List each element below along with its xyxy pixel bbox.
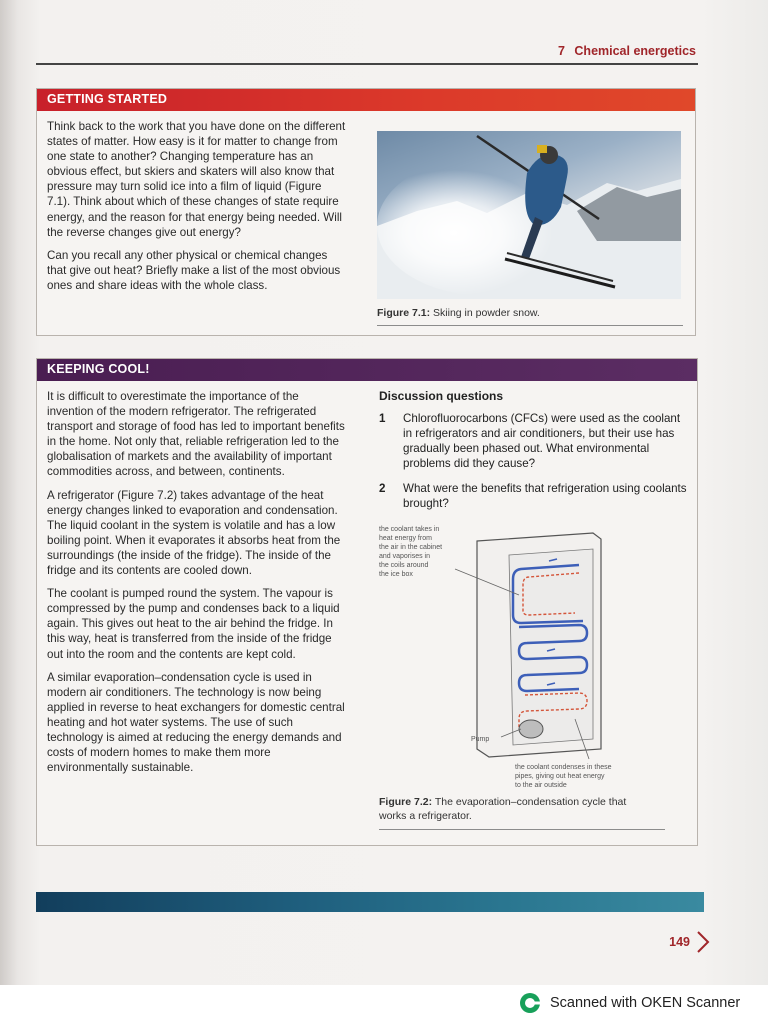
getting-started-heading: GETTING STARTED — [37, 89, 695, 111]
diagram-label: and vaporises in — [379, 553, 430, 560]
paragraph: It is difficult to overestimate the importance of the invention of the modern refrigerator. The refrigerated transport and storage of food has led to important benefits in the home. Not only that, reliable refrigeration led to the globalisation of markets and the availability of important commodities across, and between, continents. — [47, 390, 345, 479]
diagram-label-top — [379, 526, 442, 578]
chevron-right-icon — [696, 930, 710, 954]
question-text: Chlorofluorocarbons (CFCs) were used as the coolant in refrigerators and air conditioners, but their use has gradually been phased out. What environmental problems did they cause? — [403, 412, 681, 470]
figure-label: Figure 7.2: — [379, 796, 433, 808]
discussion-questions-title: Discussion questions — [379, 389, 504, 403]
chapter-number: 7 — [557, 44, 565, 58]
diagram-label: the air in the cabinet — [379, 544, 443, 551]
figure-caption-text: works a refrigerator. — [379, 810, 472, 822]
skier-photo — [377, 131, 681, 299]
getting-started-text — [47, 119, 347, 301]
keeping-cool-text — [47, 389, 347, 783]
paragraph: A refrigerator (Figure 7.2) takes advantage of the heat energy changes linked to evaporation and condensation. The liquid coolant in the system is volatile and has a low boiling point. When it evaporates it absorbs heat from the surroundings (the inside of the fridge). The inside of the fridge and its contents are cooled down. — [47, 488, 341, 578]
skier-illustration — [377, 131, 681, 299]
figure-7-2-caption — [379, 795, 679, 823]
question-number: 1 — [379, 412, 386, 425]
diagram-label: the coils around — [379, 562, 429, 569]
paragraph: A similar evaporation–condensation cycle is used in modern air conditioners. The technology is now being applied in reverse to heat exchangers for domestic central heating and hot water systems. The use of such technology is aimed at reducing the energy demands and costs of modern homes to make them more environmentally sustainable. — [47, 670, 345, 775]
question-1 — [379, 411, 689, 471]
caption-rule — [377, 325, 683, 326]
question-number: 2 — [379, 482, 386, 495]
fridge-back-panel — [509, 549, 593, 745]
footer-band — [36, 892, 704, 912]
scanner-text: Scanned with OKEN Scanner — [550, 995, 741, 1011]
header-rule — [36, 63, 698, 65]
getting-started-box — [36, 88, 696, 336]
figure-7-1-caption — [377, 307, 540, 319]
chapter-title: Chemical energetics — [574, 44, 696, 58]
page-number: 149 — [669, 935, 690, 949]
oken-scanner-logo-icon — [518, 991, 542, 1015]
caption-rule — [379, 829, 665, 830]
diagram-label: the coolant takes in — [379, 526, 440, 533]
scanner-watermark — [518, 991, 740, 1015]
question-text: What were the benefits that refrigeration using coolants brought? — [403, 482, 687, 510]
keeping-cool-heading: KEEPING COOL! — [37, 359, 697, 381]
diagram-label-bottom — [515, 764, 612, 789]
figure-caption-text: The evaporation–condensation cycle that — [434, 796, 627, 808]
diagram-label: to the air outside — [515, 782, 567, 789]
paragraph: The coolant is pumped round the system. The vapour is compressed by the pump and condenses back to a liquid again. This gives out heat to the air behind the fridge. In this way, heat is transferred from the inside of the fridge out into the room and the contents are kept cold. — [47, 587, 340, 661]
paragraph: Can you recall any other physical or chemical changes that give out heat? Briefly make a list of the most obvious ones and share ideas with the whole class. — [47, 248, 341, 292]
pump — [519, 720, 543, 738]
refrigerator-diagram — [379, 523, 689, 793]
question-2 — [379, 481, 689, 511]
pump-label: Pump — [471, 736, 490, 743]
diagram-label: heat energy from — [379, 535, 432, 542]
diagram-label: pipes, giving out heat energy — [515, 773, 605, 780]
diagram-label: the coolant condenses in these — [515, 764, 612, 771]
paragraph: Think back to the work that you have done on the different states of matter. How easy is it for matter to change from one state to another? Changing temperature has an obvious effect, but skiers and skaters will also know that pressure may turn solid ice into a film of liquid (Figure 7.1). Think about which of these changes of state require energy, and the reason for that energy being needed. Will the reverse changes give out energy? — [47, 120, 346, 239]
figure-caption-text: Skiing in powder snow. — [433, 307, 540, 319]
diagram-label: the ice box — [379, 571, 413, 578]
figure-label: Figure 7.1: — [377, 307, 431, 319]
chapter-header — [558, 44, 696, 58]
keeping-cool-box — [36, 358, 698, 846]
